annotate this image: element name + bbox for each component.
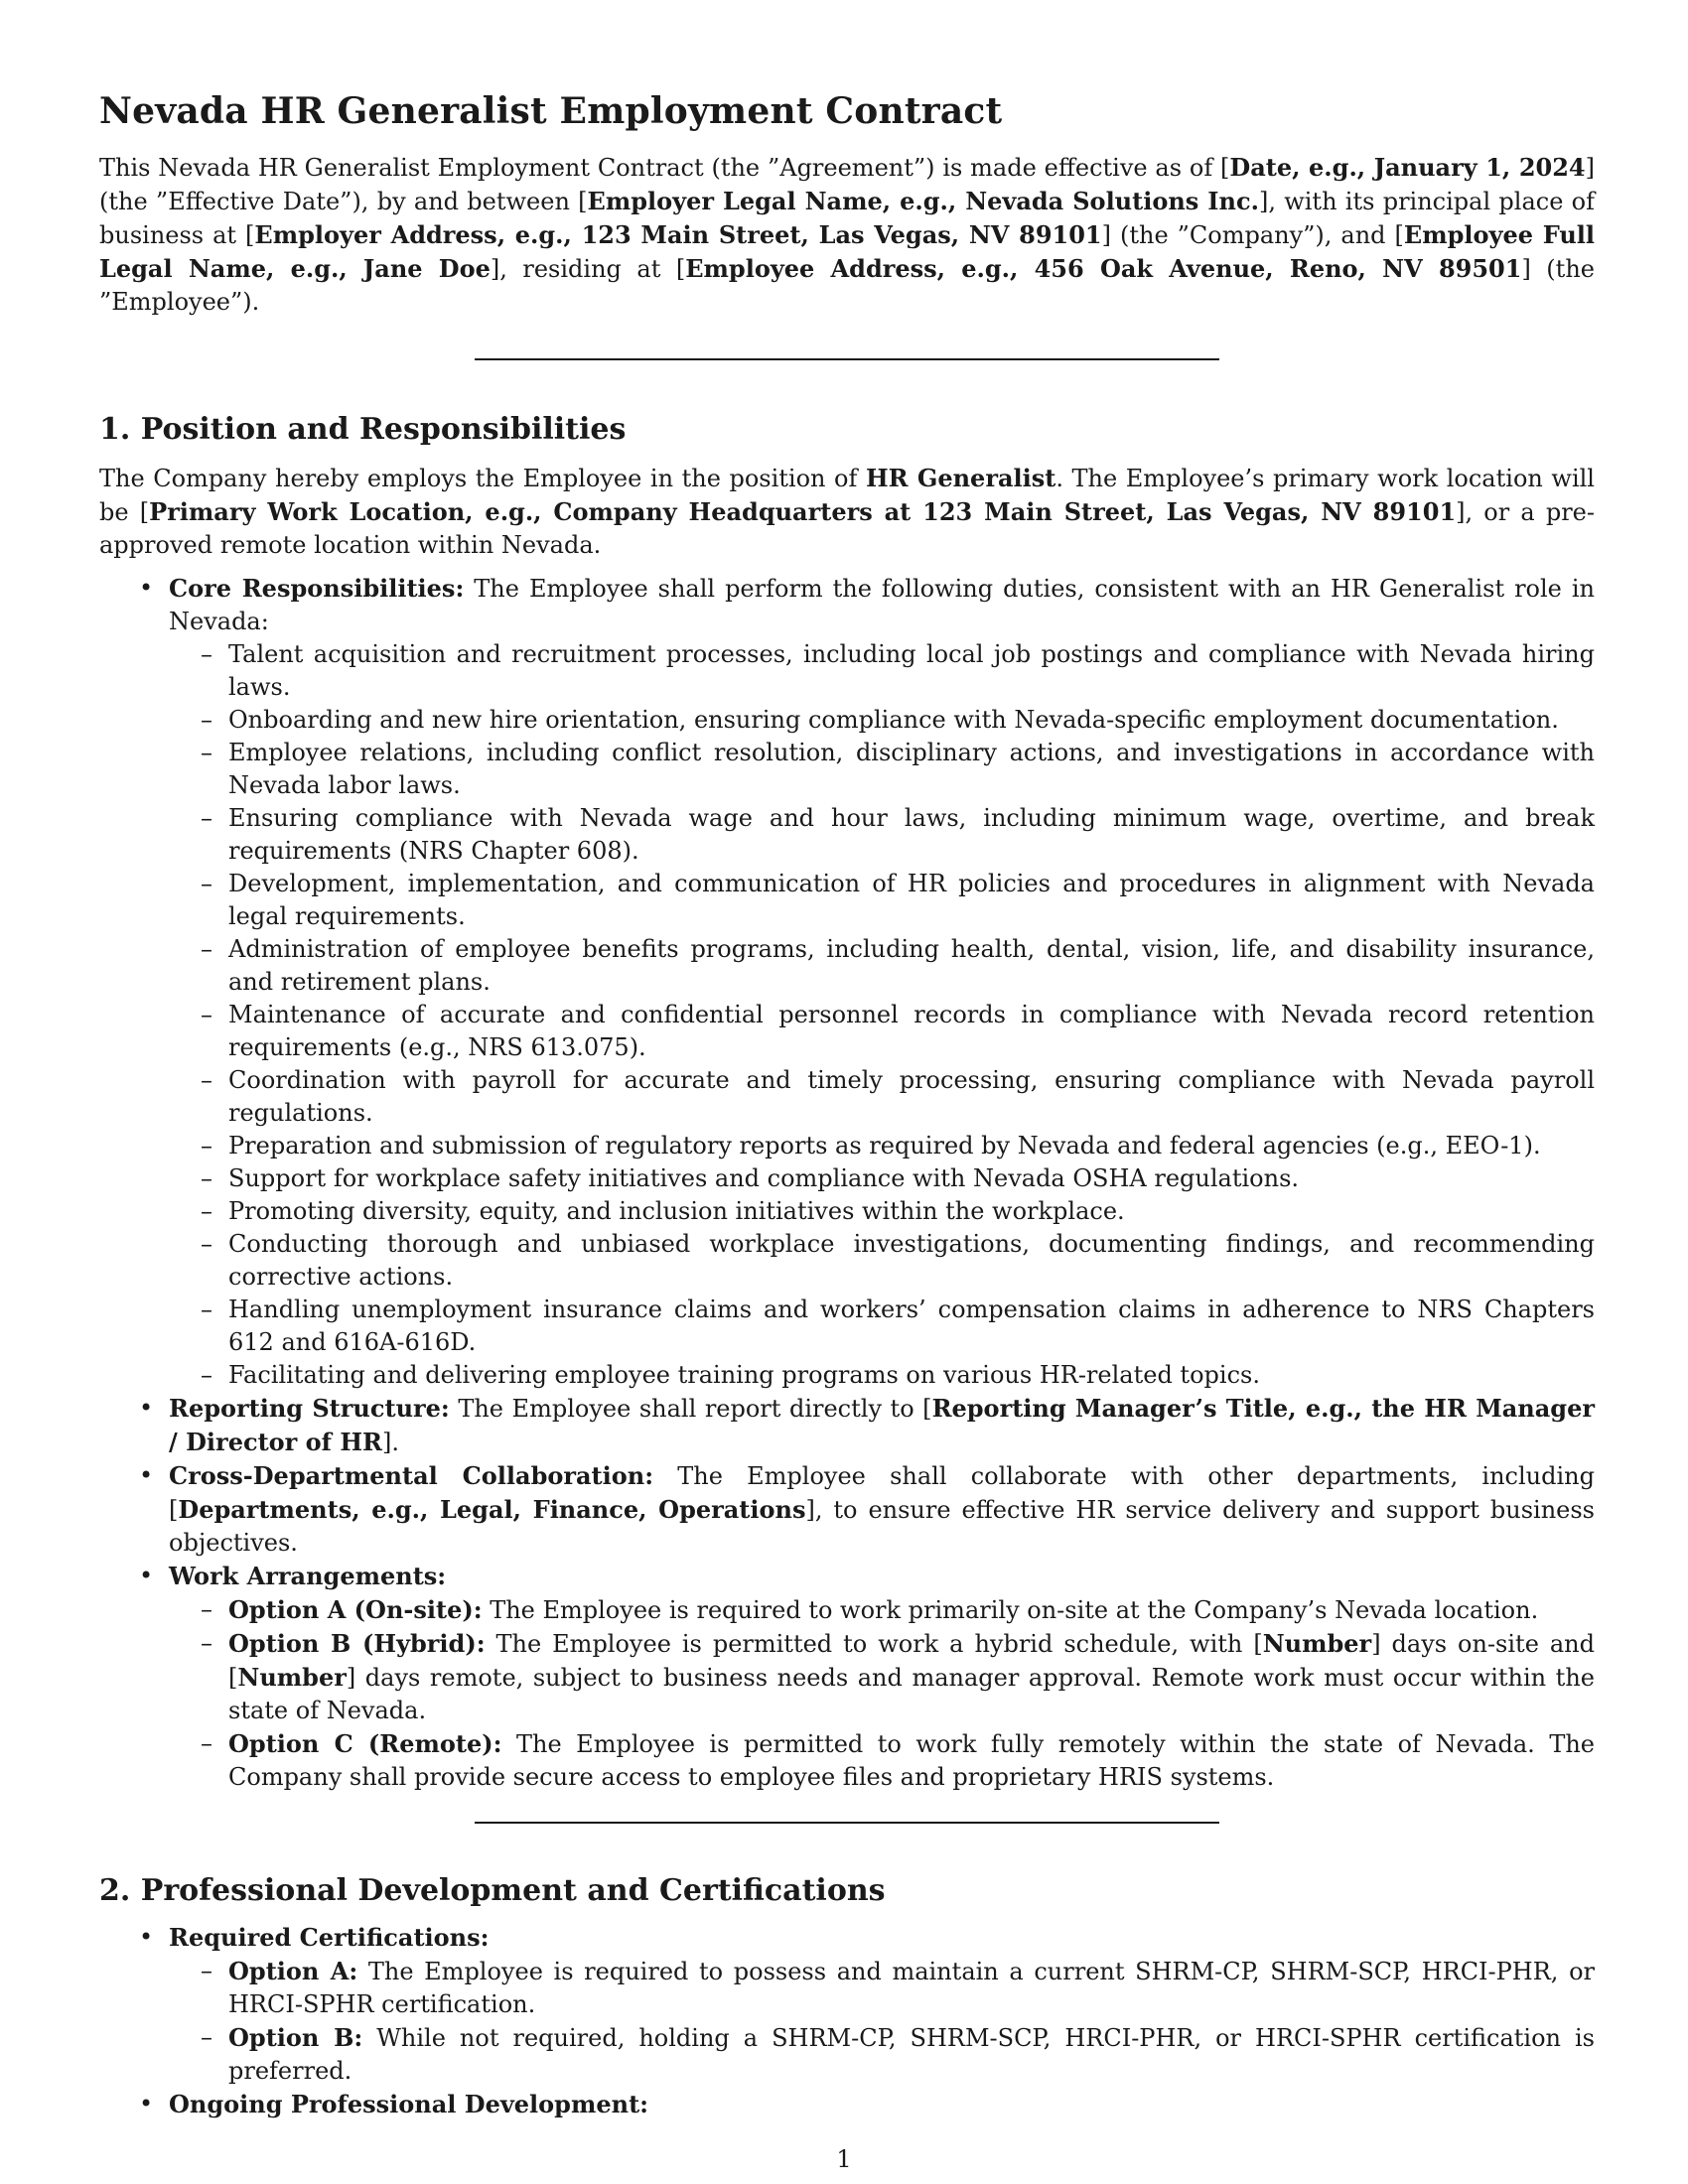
list-item — [99, 1459, 1595, 1560]
employer-name-placeholder: Employer Legal Name, e.g., Nevada Solutions Inc. — [587, 187, 1259, 215]
dash-marker: – — [201, 1001, 212, 1028]
document-title: Nevada HR Generalist Employment Contract — [99, 90, 1003, 132]
duty-item — [169, 1195, 1595, 1228]
duty-item — [169, 802, 1595, 868]
intro-text: ] (the ”Company”), and [ — [1101, 221, 1404, 249]
item-text: The Employee shall collaborate with other departments, including [ — [169, 1462, 1595, 1524]
responsibilities-list — [99, 572, 1595, 1794]
duty-text: Support for workplace safety initiatives and compliance with Nevada OSHA regulations. — [228, 1164, 1300, 1192]
list-item — [99, 2088, 1595, 2121]
duty-item — [169, 1064, 1595, 1130]
duty-text: Facilitating and delivering employee training programs on various HR-related topics. — [228, 1361, 1260, 1389]
list-item — [99, 572, 1595, 1392]
list-item — [99, 1392, 1595, 1459]
intro-text: This Nevada HR Generalist Employment Contract (the ”Agreement”) is made effective as of [ — [99, 154, 1230, 182]
document-page — [99, 87, 1595, 2121]
section-divider — [475, 1822, 1219, 1824]
option-text: While not required, holding a SHRM-CP, SHRM-SCP, HRCI-PHR, or HRCI-SPHR certification is preferred. — [228, 2024, 1595, 2085]
item-text: ], to ensure effective HR service delivery and support business objectives. — [169, 1496, 1595, 1557]
dash-marker: – — [201, 1595, 212, 1623]
option-label: Option A (On-site): — [228, 1595, 483, 1624]
certification-options-list — [169, 1955, 1595, 2088]
option-item — [169, 1955, 1595, 2021]
option-label: Option A: — [228, 1957, 358, 1985]
option-label: Option C (Remote): — [228, 1729, 502, 1758]
employee-name-placeholder: Employee Full Legal Name, e.g., Jane Doe — [99, 220, 1596, 283]
intro-text: ], with its principal place of business at [ — [99, 188, 1596, 249]
duty-text: Onboarding and new hire orientation, ensuring compliance with Nevada-specific employment documentation. — [228, 706, 1559, 734]
certifications-list — [99, 1921, 1595, 2121]
dash-marker: – — [201, 1066, 212, 1094]
dash-marker: – — [201, 1629, 212, 1657]
duty-item — [169, 868, 1595, 933]
option-label: Option B: — [228, 2023, 363, 2052]
dash-marker: – — [201, 935, 212, 963]
duty-item — [169, 704, 1595, 737]
departments-placeholder: Departments, e.g., Legal, Finance, Operations — [178, 1495, 806, 1524]
item-label: Ongoing Professional Development: — [169, 2090, 649, 2118]
position-title: HR Generalist — [865, 464, 1056, 492]
dash-marker: – — [201, 870, 212, 897]
bullet-marker: • — [139, 1394, 154, 1422]
position-paragraph — [99, 462, 1595, 562]
option-text: ] days on-site and [ — [228, 1630, 1595, 1692]
item-label: Core Responsibilities: — [169, 574, 465, 603]
duty-item — [169, 933, 1595, 999]
option-item — [169, 1593, 1595, 1627]
duty-text: Employee relations, including conflict resolution, disciplinary actions, and investigations in accordance with Nevada labor laws. — [228, 739, 1595, 799]
list-item — [99, 1921, 1595, 2088]
page-number: 1 — [836, 2145, 852, 2173]
employee-address-placeholder: Employee Address, e.g., 456 Oak Avenue, Reno, NV 89501 — [685, 254, 1522, 283]
option-text: ] days remote, subject to business needs and manager approval. Remote work must occur within the state of Nevada. — [228, 1664, 1595, 1724]
duty-text: Talent acquisition and recruitment processes, including local job postings and compliance with Nevada hiring laws. — [228, 640, 1595, 701]
item-text: The Employee shall report directly to [ — [449, 1395, 932, 1423]
dash-marker: – — [201, 706, 212, 734]
duty-text: Administration of employee benefits programs, including health, dental, vision, life, and disability insurance, and retirement plans. — [228, 935, 1595, 996]
number-placeholder: Number — [237, 1663, 347, 1692]
duty-item — [169, 638, 1595, 704]
body-text: The Company hereby employs the Employee in the position of — [99, 465, 866, 492]
dash-marker: – — [201, 1361, 212, 1389]
dash-marker: – — [201, 640, 212, 668]
duty-item — [169, 1228, 1595, 1294]
bullet-marker: • — [139, 1923, 154, 1951]
item-text: ]. — [381, 1429, 399, 1456]
duty-text: Development, implementation, and communication of HR policies and procedures in alignment with Nevada legal requirements. — [228, 870, 1595, 930]
duty-text: Handling unemployment insurance claims and workers’ compensation claims in adherence to NRS Chapters 612 and 616A-616D. — [228, 1296, 1595, 1356]
number-placeholder: Number — [1262, 1629, 1372, 1658]
bullet-marker: • — [139, 2090, 154, 2117]
option-item — [169, 2021, 1595, 2088]
work-options-list — [169, 1593, 1595, 1794]
option-text: The Employee is permitted to work a hybrid schedule, with [ — [485, 1630, 1263, 1658]
duty-item — [169, 1359, 1595, 1392]
duty-text: Conducting thorough and unbiased workplace investigations, documenting findings, and recommending corrective actions. — [228, 1230, 1595, 1291]
duty-text: Promoting diversity, equity, and inclusion initiatives within the workplace. — [228, 1197, 1125, 1225]
duty-item — [169, 737, 1595, 802]
option-text: The Employee is required to possess and maintain a current SHRM-CP, SHRM-SCP, HRCI-PHR, or HRCI-SPHR certification. — [228, 1958, 1595, 2018]
duty-text: Ensuring compliance with Nevada wage and hour laws, including minimum wage, overtime, and break requirements (NRS Chapter 608). — [228, 804, 1595, 865]
dash-marker: – — [201, 1132, 212, 1160]
item-label: Work Arrangements: — [169, 1562, 447, 1590]
option-text: The Employee is required to work primarily on-site at the Company’s Nevada location. — [482, 1596, 1539, 1624]
duty-text: Maintenance of accurate and confidential personnel records in compliance with Nevada record retention requirements (e.g., NRS 613.075). — [228, 1001, 1595, 1061]
body-text: ], or a pre-approved remote location within Nevada. — [99, 498, 1595, 559]
bullet-marker: • — [139, 1562, 154, 1589]
dash-marker: – — [201, 739, 212, 766]
option-item — [169, 1627, 1595, 1727]
duties-list — [169, 638, 1595, 1392]
body-text: . The Employee’s primary work location will be [ — [99, 465, 1595, 526]
work-location-placeholder: Primary Work Location, e.g., Company Headquarters at 123 Main Street, Las Vegas, NV 89101 — [149, 497, 1457, 526]
bullet-marker: • — [139, 1461, 154, 1489]
option-text: The Employee is permitted to work fully remotely within the state of Nevada. The Company shall provide secure access to employee files and proprietary HRIS systems. — [228, 1730, 1595, 1791]
duty-text: Preparation and submission of regulatory reports as required by Nevada and federal agencies (e.g., EEO-1). — [228, 1132, 1541, 1160]
section-heading: 2. Professional Development and Certifications — [99, 1873, 886, 1908]
dash-marker: – — [201, 1164, 212, 1192]
bullet-marker: • — [139, 574, 154, 602]
duty-text: Coordination with payroll for accurate and timely processing, ensuring compliance with Nevada payroll regulations. — [228, 1066, 1595, 1127]
option-label: Option B (Hybrid): — [228, 1629, 486, 1658]
item-text: The Employee shall perform the following duties, consistent with an HR Generalist role in Nevada: — [169, 575, 1595, 635]
dash-marker: – — [201, 1197, 212, 1225]
option-item — [169, 1727, 1595, 1794]
duty-item — [169, 1294, 1595, 1359]
duty-item — [169, 999, 1595, 1064]
section-divider — [475, 358, 1219, 360]
list-item — [99, 1560, 1595, 1794]
dash-marker: – — [201, 1230, 212, 1258]
item-label: Required Certifications: — [169, 1923, 490, 1952]
employer-address-placeholder: Employer Address, e.g., 123 Main Street, Las Vegas, NV 89101 — [254, 220, 1102, 249]
intro-text: ] (the ”Employee”). — [99, 255, 1595, 316]
dash-marker: – — [201, 804, 212, 832]
intro-text: ] (the ”Effective Date”), by and between [ — [99, 154, 1595, 215]
duty-item — [169, 1162, 1595, 1195]
intro-text: ], residing at [ — [490, 255, 686, 283]
section-heading: 1. Position and Responsibilities — [99, 412, 627, 447]
dash-marker: – — [201, 1729, 212, 1757]
intro-paragraph — [99, 151, 1595, 319]
item-label: Cross-Departmental Collaboration: — [169, 1461, 654, 1490]
dash-marker: – — [201, 1957, 212, 1984]
effective-date-placeholder: Date, e.g., January 1, 2024 — [1229, 153, 1586, 182]
reporting-manager-placeholder: Reporting Manager’s Title, e.g., the HR Manager / Director of HR — [169, 1394, 1596, 1456]
dash-marker: – — [201, 2023, 212, 2051]
item-label: Reporting Structure: — [169, 1394, 450, 1423]
duty-item — [169, 1130, 1595, 1162]
dash-marker: – — [201, 1296, 212, 1323]
